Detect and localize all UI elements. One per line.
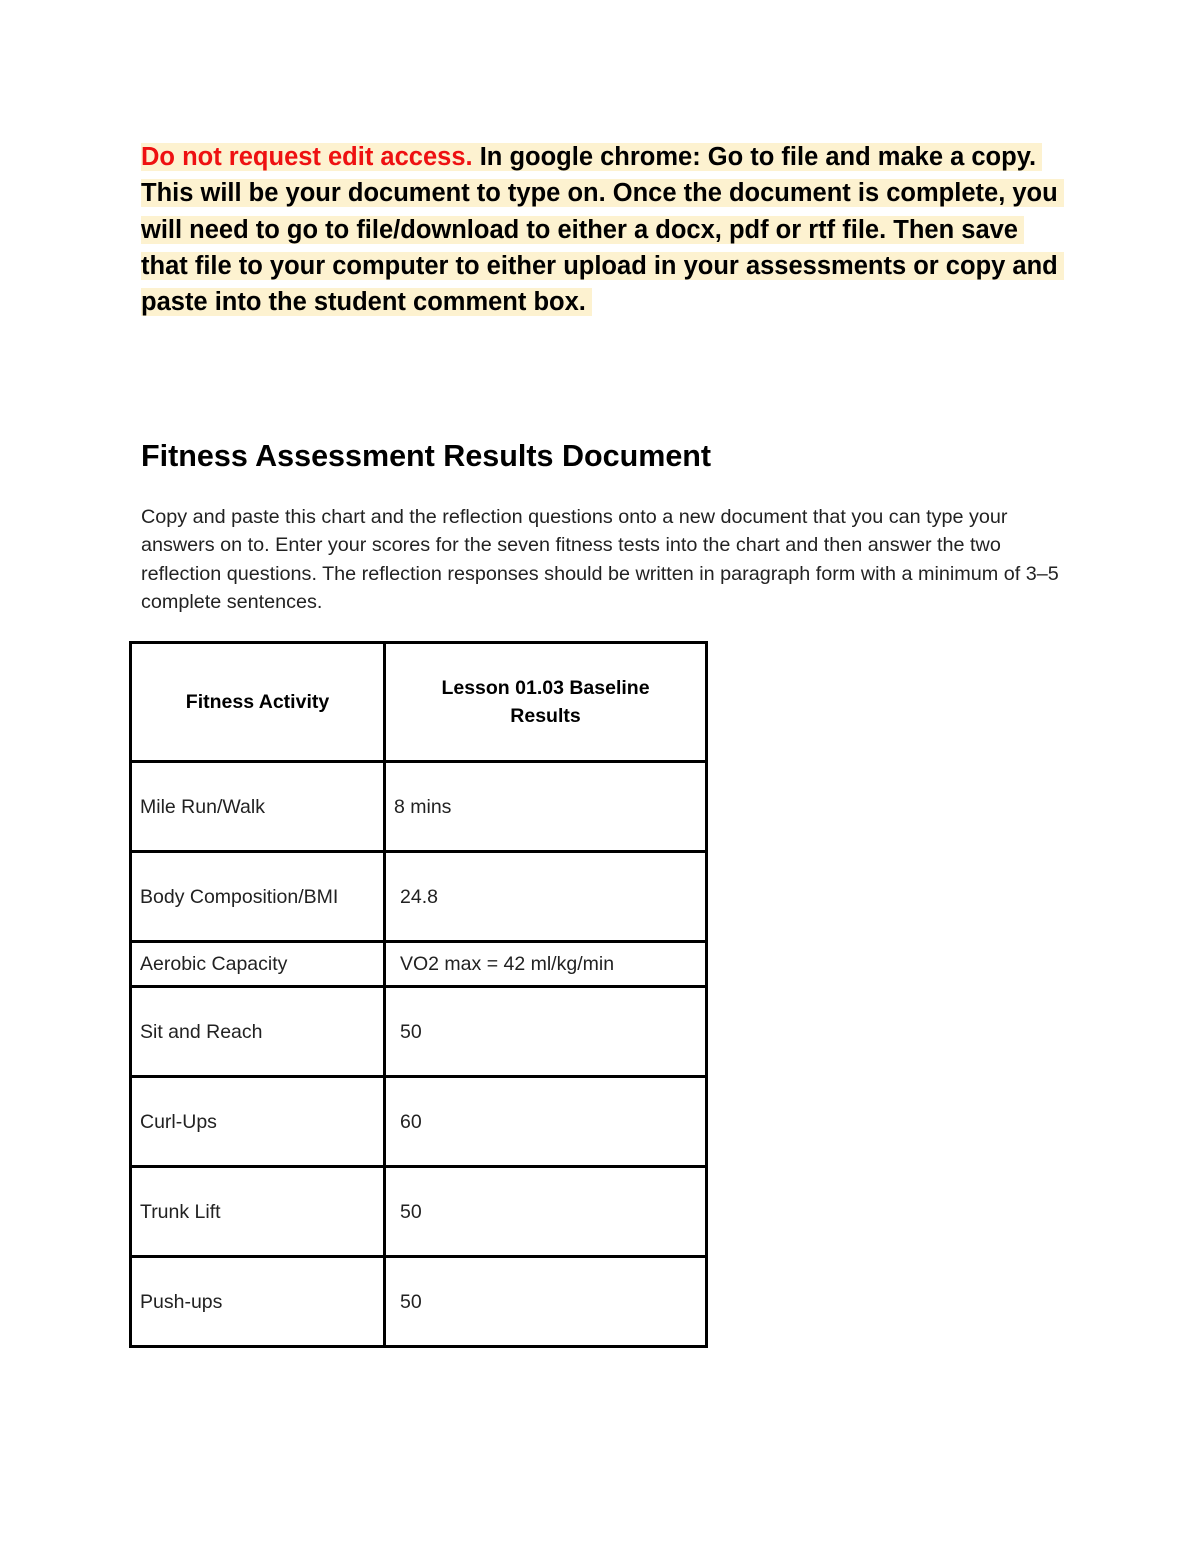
- table-row: [131, 762, 707, 852]
- result-cell[interactable]: 24.8: [385, 852, 707, 942]
- activity-cell: Curl-Ups: [131, 1077, 385, 1167]
- intro-paragraph: Copy and paste this chart and the reflection questions onto a new document that you can type your answers on to. Enter your scores for the seven fitness tests into the chart and then answer the two reflection questions. The reflection responses should be written in paragraph form with a minimum of 3–5 complete sentences.: [141, 506, 1059, 613]
- table-header-row: [131, 643, 707, 762]
- header-fitness-activity: Fitness Activity: [131, 643, 385, 762]
- activity-cell: Sit and Reach: [131, 987, 385, 1077]
- page-title: Fitness Assessment Results Document: [141, 439, 712, 473]
- table-row: [131, 1257, 707, 1347]
- result-cell[interactable]: 60: [385, 1077, 707, 1167]
- activity-cell: Mile Run/Walk: [131, 762, 385, 852]
- activity-cell: Push-ups: [131, 1257, 385, 1347]
- table-row: [131, 1077, 707, 1167]
- result-cell[interactable]: 50: [385, 1257, 707, 1347]
- notice-highlight: [141, 143, 1064, 316]
- result-cell[interactable]: 50: [385, 1167, 707, 1257]
- table-row: [131, 942, 707, 987]
- result-cell[interactable]: VO2 max = 42 ml/kg/min: [385, 942, 707, 987]
- result-cell[interactable]: 50: [385, 987, 707, 1077]
- header-baseline-results: Lesson 01.03 Baseline Results: [385, 643, 707, 762]
- table-row: [131, 987, 707, 1077]
- activity-cell: Trunk Lift: [131, 1167, 385, 1257]
- notice-warning: Do not request edit access.: [141, 143, 473, 171]
- result-cell[interactable]: 8 mins: [385, 762, 707, 852]
- fitness-results-table: [129, 641, 708, 1348]
- table-row: [131, 852, 707, 942]
- activity-cell: Aerobic Capacity: [131, 942, 385, 987]
- notice-instructions: In google chrome: Go to file and make a copy. This will be your document to type on. Once the document is complete, you will need to go to file/download to either a docx, pdf or rtf file. Then save that file to your computer to either upload in your assessments or copy and paste into the student comment box.: [141, 143, 1058, 317]
- table-row: [131, 1167, 707, 1257]
- activity-cell: Body Composition/BMI: [131, 852, 385, 942]
- edit-access-notice: [141, 139, 1071, 320]
